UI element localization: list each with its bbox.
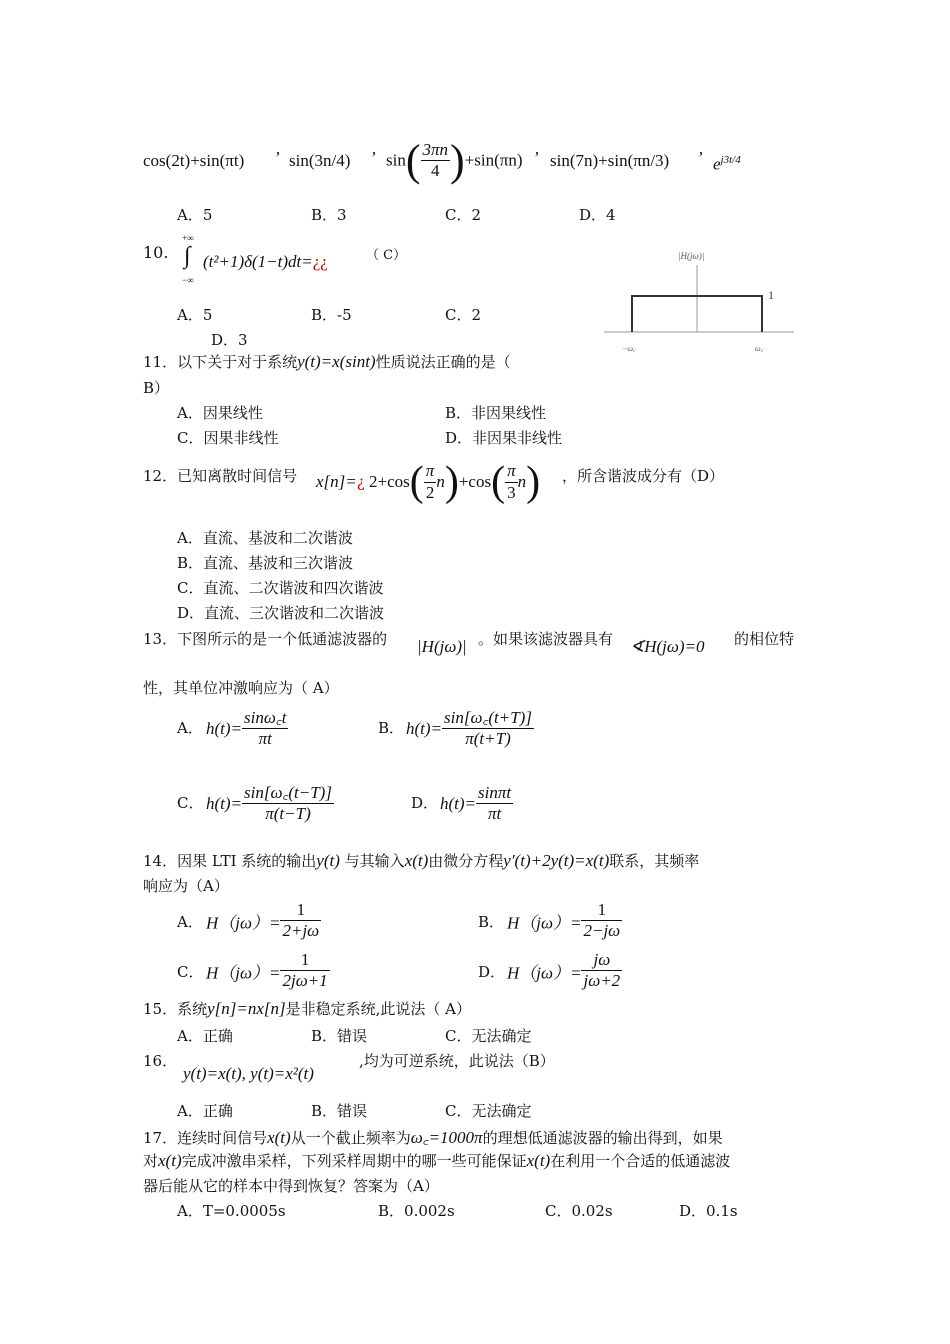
q11-opt-a: A．因果线性 (177, 404, 263, 422)
q11-stem: 11．以下关于对于系统y(t)=x(sint)性质说法正确的是（ (143, 352, 511, 371)
q9-expr5: $e^{j3t/4}$ (713, 154, 741, 174)
q17-line-1: 17．连续时间信号x(t)从一个截止频率为ω꜀=1000π的理想低通滤波器的输出得到，如果 (143, 1128, 723, 1147)
q16-opt-c: C．无法确定 (445, 1102, 532, 1120)
q13-stem-b: 。如果该滤波器具有 (478, 630, 614, 648)
q10-lower-limit: −∞ (182, 275, 194, 285)
q10-garbled: ¿¿ (312, 252, 328, 271)
q17-opt-b: B．0.002s (378, 1202, 455, 1220)
q10-integrand: (t²+1)δ(1−t)dt=¿¿ (203, 252, 328, 271)
q12-stem-a: 12．已知离散时间信号 (143, 467, 298, 485)
q14-opt-c-formula: H（jω）= $\frac{1}{2j\omega+1}$ (206, 950, 328, 991)
q16-opt-a: A．正确 (177, 1102, 233, 1120)
q9-sep4: ’ (698, 148, 704, 167)
q10-number: 10. (143, 243, 169, 262)
q9-expr3-den: 4 (431, 161, 440, 180)
lowpass-filter-figure (604, 243, 796, 355)
q16-number: 16． (143, 1052, 178, 1070)
q10-upper-limit: +∞ (182, 233, 194, 243)
q11-opt-d: D．非因果非线性 (445, 429, 563, 447)
q9-expr3-num: 3πn (421, 140, 451, 161)
q14-opt-c-label: C． (177, 963, 204, 981)
q15-opt-a: A．正确 (177, 1027, 233, 1045)
q13-opt-a-formula: h(t)= $\frac{\sin\omega꜀t}{\pi t}$ (206, 708, 287, 749)
q13-magnitude: |H(jω)| (417, 637, 467, 656)
q13-opt-b-label: B． (378, 719, 405, 737)
q10-opt-b: B．-5 (311, 306, 352, 324)
q10-opt-d: D．3 (211, 331, 248, 349)
q9-expr3: sin( $\frac{3\pi n}{4}$ )+sin(πn) (386, 136, 523, 185)
figure-value: 1 (768, 288, 774, 302)
q12-equation: x[n]=¿ 2+cos( $\frac{\pi}{2}$ n)+cos( $\frac{\pi}{3}$ n) (316, 459, 541, 505)
q10-answer: （ C） (366, 248, 407, 263)
q10-opt-c: C．2 (445, 306, 482, 324)
q13-phase: ∢H(jω)=0 (630, 637, 705, 656)
q14-opt-b-formula: H（jω）= $\frac{1}{2-j\omega}$ (507, 900, 621, 941)
figure-ylabel: |H(jω)| (678, 251, 705, 261)
q9-expr3-rest: +sin(πn) (464, 150, 523, 170)
q13-stem-c: 的相位特 (734, 630, 795, 648)
q15-stem: 15．系统y[n]=nx[n]是非稳定系统,此说法（ A） (143, 999, 471, 1018)
q14-opt-d-formula: H（jω）= $\frac{j\omega}{j\omega+2}$ (507, 950, 621, 991)
q14-opt-a-label: A． (177, 913, 203, 931)
q14-opt-d-label: D． (478, 963, 506, 981)
q13-opt-d-label: D． (411, 794, 439, 812)
q13-opt-b-formula: h(t)= $\frac{\sin[\omega꜀(t+T)]}{\pi(t+T)}$ (406, 708, 532, 749)
q13-opt-a-label: A． (177, 719, 203, 737)
q11-opt-c: C．因果非线性 (177, 429, 279, 447)
q11-answer: B） (143, 379, 170, 397)
q9-sep3: ’ (534, 148, 540, 167)
q12-garbled: ¿ (356, 473, 365, 491)
q9-sep2: ’ (371, 148, 377, 167)
q9-expr1: cos(2t)+sin(πt) (143, 151, 245, 170)
q17-line-3: 器后能从它的样本中得到恢复？答案为（A） (143, 1177, 439, 1195)
q17-opt-a: A．T=0.0005s (177, 1202, 286, 1220)
q13-opt-c-formula: h(t)= $\frac{\sin[\omega꜀(t-T)]}{\pi(t-T)}$ (206, 783, 332, 824)
q10-opt-a: A．5 (177, 306, 213, 324)
q11-equation: y(t)=x(sint) (297, 352, 376, 371)
q16-equation: y(t)=x(t), y(t)=x²(t) (183, 1064, 314, 1083)
q17-opt-c: C．0.02s (545, 1202, 613, 1220)
q17-opt-d: D．0.1s (679, 1202, 738, 1220)
figure-left-label: −ω꜀ (622, 344, 636, 353)
q15-opt-b: B．错误 (311, 1027, 368, 1045)
q12-opt-d: D．直流、三次谐波和二次谐波 (177, 604, 385, 622)
q9-expr2: sin(3n/4) (289, 151, 351, 170)
q16-opt-b: B．错误 (311, 1102, 368, 1120)
q10-integral-sign: ∫ (184, 243, 191, 269)
q14-stem: 14．因果 LTI 系统的输出y(t) 与其输入x(t)由微分方程y′(t)+2y(t)=x(t)联系，其频率 (143, 851, 700, 870)
q9-opt-a: A．5 (177, 206, 213, 224)
q14-opt-a-formula: H（jω）= $\frac{1}{2+j\omega}$ (206, 900, 320, 941)
q9-expr4: sin(7n)+sin(πn/3) (550, 151, 670, 170)
q15-opt-c: C．无法确定 (445, 1027, 532, 1045)
q16-stem: ,均为可逆系统，此说法（B） (359, 1052, 555, 1070)
q14-stem-2: 响应为（A） (143, 877, 229, 895)
q12-opt-a: A．直流、基波和二次谐波 (177, 529, 353, 547)
q9-sep1: ’ (275, 148, 281, 167)
q13-stem-d: 性，其单位冲激响应为（ A） (143, 679, 339, 697)
q11-opt-b: B．非因果线性 (445, 404, 547, 422)
q13-opt-c-label: C． (177, 794, 204, 812)
q9-opt-b: B．3 (311, 206, 347, 224)
q9-opt-c: C．2 (445, 206, 482, 224)
figure-right-label: ω꜀ (755, 344, 764, 353)
q12-stem-b: ，所含谐波成分有（D） (562, 467, 725, 485)
q13-opt-d-formula: h(t)= $\frac{\sin\pi t}{\pi t}$ (440, 783, 512, 824)
q12-opt-c: C．直流、二次谐波和四次谐波 (177, 579, 384, 597)
q14-opt-b-label: B． (478, 913, 505, 931)
q9-opt-d: D．4 (579, 206, 616, 224)
q12-opt-b: B．直流、基波和三次谐波 (177, 554, 354, 572)
q13-stem-a: 13．下图所示的是一个低通滤波器的 (143, 630, 388, 648)
q17-line-2: 对x(t)完成冲激串采样，下列采样周期中的哪一些可能保证x(t)在利用一个合适的低通滤波 (143, 1151, 731, 1170)
